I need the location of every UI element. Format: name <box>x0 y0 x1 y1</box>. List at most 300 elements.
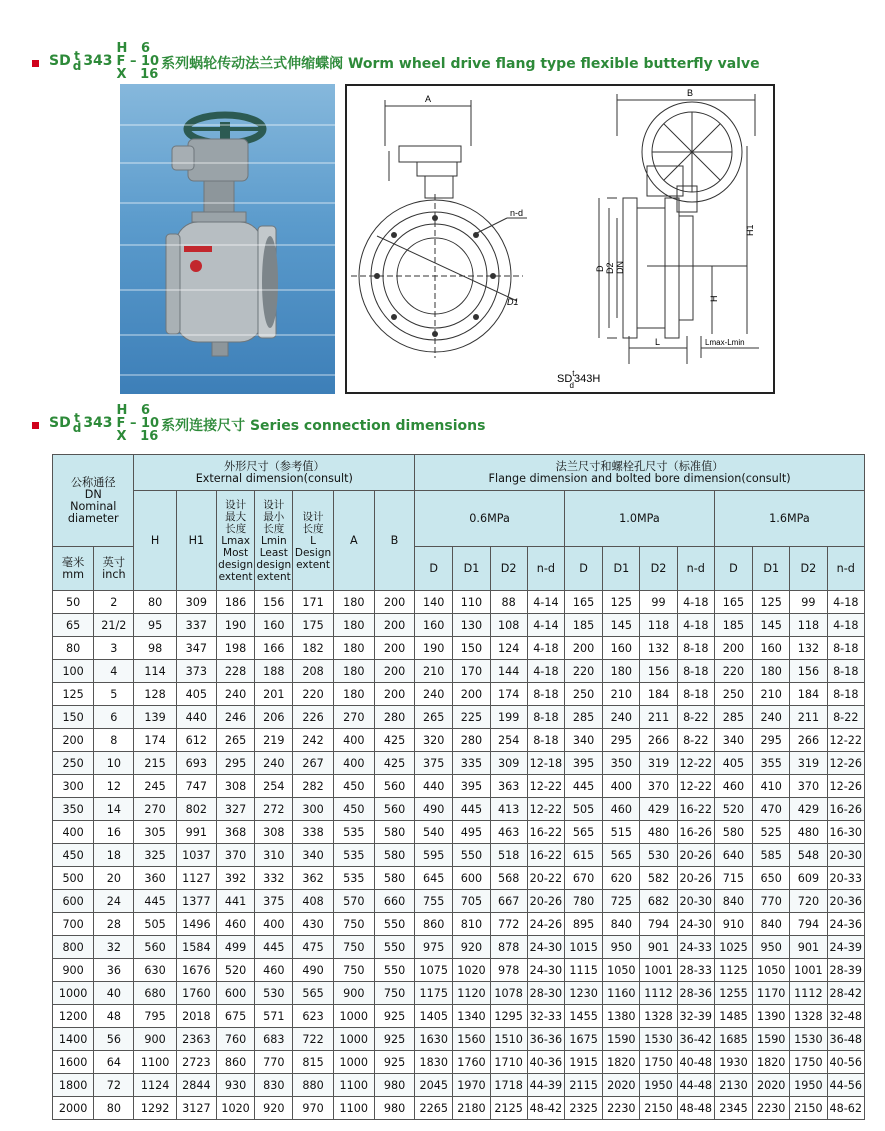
table-cell: 340 <box>293 844 333 867</box>
table-cell: 250 <box>714 683 752 706</box>
caption-sup: t <box>572 369 575 378</box>
table-cell: 925 <box>374 1051 414 1074</box>
table-cell: 612 <box>176 729 216 752</box>
table-cell: 1950 <box>790 1074 827 1097</box>
table-cell: 165 <box>714 591 752 614</box>
header-pressure-06: 0.6MPa <box>415 491 565 547</box>
table-cell: 225 <box>453 706 490 729</box>
table-cell: 308 <box>216 775 254 798</box>
table-cell: 160 <box>255 614 293 637</box>
lmin-cn1: 设计 <box>263 498 285 511</box>
table-cell: 8-18 <box>827 660 864 683</box>
table-cell: 1400 <box>53 1028 94 1051</box>
table-cell: 520 <box>216 959 254 982</box>
table-row <box>53 844 865 867</box>
model-number: 343 <box>83 53 113 69</box>
table-cell: 901 <box>790 936 827 959</box>
table-cell: 130 <box>453 614 490 637</box>
table-cell: 20-26 <box>527 890 564 913</box>
table-cell: 705 <box>453 890 490 913</box>
table-row <box>53 706 865 729</box>
table-row <box>53 614 865 637</box>
table-cell: 340 <box>565 729 603 752</box>
table-cell: 145 <box>603 614 640 637</box>
table-cell: 28-33 <box>677 959 714 982</box>
table-cell: 362 <box>293 867 333 890</box>
table-cell: 991 <box>176 821 216 844</box>
table-cell: 48-48 <box>677 1097 714 1120</box>
table-cell: 36-48 <box>827 1028 864 1051</box>
table-cell: 309 <box>176 591 216 614</box>
table-cell: 16-22 <box>527 844 564 867</box>
table-cell: 2045 <box>415 1074 453 1097</box>
caption-number: 343H <box>573 373 601 385</box>
table-cell: 550 <box>374 936 414 959</box>
label-nd: n-d <box>510 208 524 218</box>
table-cell: 725 <box>603 890 640 913</box>
table-cell: 400 <box>333 752 374 775</box>
table-cell: 970 <box>293 1097 333 1120</box>
table-cell: 125 <box>53 683 94 706</box>
table-cell: 1175 <box>415 982 453 1005</box>
table-cell: 108 <box>490 614 527 637</box>
lmax-en1: Lmax <box>221 534 250 547</box>
table-cell: 156 <box>640 660 677 683</box>
table-cell: 395 <box>565 752 603 775</box>
table-cell: 20-26 <box>677 867 714 890</box>
table-cell: 750 <box>374 982 414 1005</box>
table-cell: 430 <box>293 913 333 936</box>
header-diameter-en: diameter <box>67 511 119 525</box>
table-row <box>53 798 865 821</box>
table-cell: 1100 <box>333 1097 374 1120</box>
header-external-cn: 外形尺寸（参考值） <box>223 459 325 473</box>
table-cell: 2 <box>94 591 134 614</box>
table-cell: 305 <box>134 821 176 844</box>
lmin-cn2: 最小 <box>263 510 285 523</box>
table-cell: 20-30 <box>677 890 714 913</box>
table-cell: 12-22 <box>527 798 564 821</box>
table-cell: 150 <box>453 637 490 660</box>
table-cell: 1590 <box>603 1028 640 1051</box>
table-cell: 95 <box>134 614 176 637</box>
label-B: B <box>687 88 694 98</box>
table-cell: 530 <box>255 982 293 1005</box>
header-H: H <box>134 491 176 591</box>
table-cell: 144 <box>490 660 527 683</box>
table-cell: 693 <box>176 752 216 775</box>
table-cell: 445 <box>565 775 603 798</box>
table-cell: 8-18 <box>527 729 564 752</box>
table-cell: 480 <box>790 821 827 844</box>
inch-en: inch <box>102 567 126 581</box>
table-cell: 920 <box>255 1097 293 1120</box>
header-nd: n-d <box>677 547 714 591</box>
table-cell: 265 <box>216 729 254 752</box>
table-cell: 118 <box>640 614 677 637</box>
table-cell: 2125 <box>490 1097 527 1120</box>
table-cell: 337 <box>176 614 216 637</box>
table-cell: 4-18 <box>827 614 864 637</box>
label-D: D <box>595 265 605 272</box>
table-cell: 392 <box>216 867 254 890</box>
table-cell: 460 <box>216 913 254 936</box>
table-cell: 368 <box>216 821 254 844</box>
table-cell: 505 <box>134 913 176 936</box>
table-cell: 139 <box>134 706 176 729</box>
table-cell: 20-26 <box>677 844 714 867</box>
table-cell: 16 <box>94 821 134 844</box>
table-cell: 950 <box>753 936 790 959</box>
table-cell: 1530 <box>640 1028 677 1051</box>
table-cell: 1078 <box>490 982 527 1005</box>
table-cell: 20-22 <box>527 867 564 890</box>
table-cell: 220 <box>565 660 603 683</box>
table-cell: 4-18 <box>527 660 564 683</box>
table-cell: 184 <box>790 683 827 706</box>
table-cell: 1760 <box>176 982 216 1005</box>
header-D: D <box>565 547 603 591</box>
table-row <box>53 729 865 752</box>
table-cell: 98 <box>134 637 176 660</box>
table-cell: 200 <box>453 683 490 706</box>
table-cell: 250 <box>565 683 603 706</box>
table-row <box>53 637 865 660</box>
table-cell: 254 <box>255 775 293 798</box>
table-cell: 980 <box>374 1097 414 1120</box>
table-cell: 20 <box>94 867 134 890</box>
table-cell: 2265 <box>415 1097 453 1120</box>
table-cell: 1050 <box>753 959 790 982</box>
table-cell: 8-18 <box>677 637 714 660</box>
table-cell: 408 <box>293 890 333 913</box>
table-cell: 16-26 <box>677 821 714 844</box>
table-cell: 2000 <box>53 1097 94 1120</box>
table-cell: 180 <box>753 660 790 683</box>
table-cell: 32 <box>94 936 134 959</box>
header-nd: n-d <box>527 547 564 591</box>
table-cell: 145 <box>753 614 790 637</box>
mm-cn: 毫米 <box>61 555 85 569</box>
table-cell: 12-26 <box>827 775 864 798</box>
table-cell: 206 <box>255 706 293 729</box>
table-cell: 240 <box>603 706 640 729</box>
lmax-en2: Most <box>223 546 249 559</box>
table-cell: 44-56 <box>827 1074 864 1097</box>
table-cell: 186 <box>216 591 254 614</box>
table-cell: 2115 <box>565 1074 603 1097</box>
header-D1: D1 <box>603 547 640 591</box>
table-cell: 1405 <box>415 1005 453 1028</box>
table-row <box>53 660 865 683</box>
table-cell: 100 <box>53 660 94 683</box>
table-cell: 795 <box>134 1005 176 1028</box>
table-cell: 1230 <box>565 982 603 1005</box>
table-cell: 36-36 <box>527 1028 564 1051</box>
table-cell: 12-22 <box>677 775 714 798</box>
lmax-en3: design <box>218 558 253 571</box>
model-sup: t <box>74 411 80 425</box>
table-cell: 520 <box>714 798 752 821</box>
table-cell: 320 <box>415 729 453 752</box>
table-cell: 683 <box>255 1028 293 1051</box>
table-cell: 190 <box>216 614 254 637</box>
table-cell: 65 <box>53 614 94 637</box>
mm-en: mm <box>62 567 85 581</box>
table-cell: 840 <box>714 890 752 913</box>
table-cell: 310 <box>255 844 293 867</box>
table-cell: 185 <box>714 614 752 637</box>
table-cell: 755 <box>415 890 453 913</box>
table-cell: 1750 <box>790 1051 827 1074</box>
table-cell: 8-18 <box>827 637 864 660</box>
table-row <box>53 683 865 706</box>
table-cell: 180 <box>333 660 374 683</box>
table-cell: 571 <box>255 1005 293 1028</box>
table-cell: 2325 <box>565 1097 603 1120</box>
table-cell: 429 <box>640 798 677 821</box>
table-cell: 1485 <box>714 1005 752 1028</box>
table-cell: 10 <box>94 752 134 775</box>
table-cell: 609 <box>790 867 827 890</box>
table-cell: 370 <box>216 844 254 867</box>
table-cell: 1112 <box>640 982 677 1005</box>
table-row <box>53 1005 865 1028</box>
heading-title: 系列连接尺寸 Series connection dimensions <box>161 418 486 434</box>
table-cell: 21/2 <box>94 614 134 637</box>
table-cell: 715 <box>714 867 752 890</box>
table-cell: 2230 <box>603 1097 640 1120</box>
table-cell: 219 <box>255 729 293 752</box>
table-cell: 1455 <box>565 1005 603 1028</box>
table-cell: 266 <box>790 729 827 752</box>
lmin-en4: extent <box>256 570 291 583</box>
table-cell: 8-18 <box>527 706 564 729</box>
table-cell: 900 <box>53 959 94 982</box>
table-cell: 8-22 <box>677 729 714 752</box>
table-cell: 375 <box>255 890 293 913</box>
table-cell: 200 <box>565 637 603 660</box>
table-cell: 350 <box>603 752 640 775</box>
table-cell: 180 <box>333 683 374 706</box>
table-cell: 1584 <box>176 936 216 959</box>
table-cell: 125 <box>753 591 790 614</box>
header-D1: D1 <box>753 547 790 591</box>
table-cell: 680 <box>134 982 176 1005</box>
table-cell: 174 <box>134 729 176 752</box>
table-cell: 535 <box>333 867 374 890</box>
header-D1: D1 <box>453 547 490 591</box>
table-cell: 220 <box>714 660 752 683</box>
table-cell: 124 <box>490 637 527 660</box>
table-cell: 270 <box>333 706 374 729</box>
table-cell: 901 <box>640 936 677 959</box>
table-cell: 295 <box>216 752 254 775</box>
table-cell: 36-42 <box>677 1028 714 1051</box>
table-cell: 750 <box>333 913 374 936</box>
table-cell: 441 <box>216 890 254 913</box>
table-cell: 490 <box>293 959 333 982</box>
table-cell: 770 <box>255 1051 293 1074</box>
model-sub: d <box>72 59 82 73</box>
table-cell: 12-18 <box>527 752 564 775</box>
table-cell: 490 <box>415 798 453 821</box>
table-cell: 6 <box>94 706 134 729</box>
table-cell: 1000 <box>53 982 94 1005</box>
table-cell: 830 <box>255 1074 293 1097</box>
table-cell: 925 <box>374 1005 414 1028</box>
table-cell: 308 <box>255 821 293 844</box>
table-cell: 199 <box>490 706 527 729</box>
table-cell: 44-48 <box>677 1074 714 1097</box>
table-cell: 1600 <box>53 1051 94 1074</box>
model-number: 343 <box>83 415 113 431</box>
table-cell: 1120 <box>453 982 490 1005</box>
table-cell: 930 <box>216 1074 254 1097</box>
table-cell: 56 <box>94 1028 134 1051</box>
table-cell: 14 <box>94 798 134 821</box>
table-cell: 860 <box>415 913 453 936</box>
table-cell: 350 <box>53 798 94 821</box>
table-cell: 373 <box>176 660 216 683</box>
table-cell: 44-39 <box>527 1074 564 1097</box>
table-cell: 645 <box>415 867 453 890</box>
lmax-en4: extent <box>218 570 253 583</box>
table-cell: 266 <box>640 729 677 752</box>
table-cell: 1001 <box>640 959 677 982</box>
table-cell: 1075 <box>415 959 453 982</box>
table-cell: 250 <box>53 752 94 775</box>
table-cell: 1125 <box>714 959 752 982</box>
table-cell: 2723 <box>176 1051 216 1074</box>
table-cell: 28 <box>94 913 134 936</box>
table-cell: 18 <box>94 844 134 867</box>
table-cell: 4-18 <box>827 591 864 614</box>
table-cell: 211 <box>790 706 827 729</box>
table-cell: 132 <box>790 637 827 660</box>
table-cell: 525 <box>753 821 790 844</box>
table-cell: 36 <box>94 959 134 982</box>
table-cell: 128 <box>134 683 176 706</box>
table-cell: 2345 <box>714 1097 752 1120</box>
table-cell: 319 <box>790 752 827 775</box>
table-cell: 182 <box>293 637 333 660</box>
table-cell: 1590 <box>753 1028 790 1051</box>
table-cell: 810 <box>453 913 490 936</box>
table-cell: 32-48 <box>827 1005 864 1028</box>
table-cell: 1328 <box>790 1005 827 1028</box>
table-cell: 1200 <box>53 1005 94 1028</box>
table-cell: 560 <box>134 936 176 959</box>
table-cell: 370 <box>790 775 827 798</box>
model-sup-sub <box>73 51 82 71</box>
table-cell: 1112 <box>790 982 827 1005</box>
header-nominal-cn: 公称通径 <box>70 475 116 489</box>
header-D: D <box>714 547 752 591</box>
table-cell: 125 <box>603 591 640 614</box>
header-pressure-10: 1.0MPa <box>565 491 715 547</box>
model-code <box>49 42 159 81</box>
model-prefix: SD <box>49 53 71 69</box>
table-cell: 200 <box>374 614 414 637</box>
table-cell: 28-39 <box>827 959 864 982</box>
caption-sub: d <box>569 381 574 390</box>
label-A: A <box>425 94 432 104</box>
table-cell: 660 <box>374 890 414 913</box>
table-cell: 4-14 <box>527 591 564 614</box>
model-prefix: SD <box>49 415 71 431</box>
table-cell: 550 <box>374 959 414 982</box>
table-cell: 900 <box>134 1028 176 1051</box>
table-cell: 80 <box>53 637 94 660</box>
table-cell: 175 <box>293 614 333 637</box>
table-cell: 495 <box>453 821 490 844</box>
table-cell: 1685 <box>714 1028 752 1051</box>
table-cell: 1037 <box>176 844 216 867</box>
table-cell: 200 <box>714 637 752 660</box>
dimensions-table <box>52 454 865 1120</box>
table-cell: 505 <box>565 798 603 821</box>
table-cell: 480 <box>640 821 677 844</box>
model-variants <box>117 42 160 81</box>
caption-prefix: SD <box>557 373 573 385</box>
header-external-en: External dimension(consult) <box>195 471 353 485</box>
table-cell: 215 <box>134 752 176 775</box>
table-cell: 40-36 <box>527 1051 564 1074</box>
header-flange-dimension <box>415 455 865 491</box>
lmax-cn1: 设计 <box>225 498 247 511</box>
table-cell: 72 <box>94 1074 134 1097</box>
table-cell: 750 <box>333 959 374 982</box>
dimension-drawing-svg <box>347 86 773 392</box>
table-cell: 210 <box>603 683 640 706</box>
table-cell: 802 <box>176 798 216 821</box>
table-cell: 1510 <box>490 1028 527 1051</box>
label-DN: DN <box>615 261 625 274</box>
header-mm <box>53 547 94 591</box>
table-row <box>53 775 865 798</box>
table-cell: 174 <box>490 683 527 706</box>
section-heading-valve <box>32 38 760 84</box>
label-D2: D2 <box>605 262 615 274</box>
table-cell: 200 <box>374 683 414 706</box>
l-en2: Design <box>294 546 332 559</box>
table-cell: 3127 <box>176 1097 216 1120</box>
table-cell: 184 <box>640 683 677 706</box>
table-row <box>53 959 865 982</box>
table-cell: 470 <box>753 798 790 821</box>
table-cell: 180 <box>333 637 374 660</box>
table-cell: 1710 <box>490 1051 527 1074</box>
table-cell: 2130 <box>714 1074 752 1097</box>
model-variants <box>117 404 160 443</box>
table-cell: 16-26 <box>827 798 864 821</box>
table-cell: 201 <box>255 683 293 706</box>
table-cell: 550 <box>374 913 414 936</box>
table-row <box>53 982 865 1005</box>
table-cell: 1124 <box>134 1074 176 1097</box>
table-cell: 8-18 <box>827 683 864 706</box>
table-cell: 1100 <box>333 1074 374 1097</box>
table-cell: 24 <box>94 890 134 913</box>
table-cell: 88 <box>490 591 527 614</box>
table-cell: 180 <box>333 591 374 614</box>
table-cell: 623 <box>293 1005 333 1028</box>
table-cell: 210 <box>753 683 790 706</box>
table-cell: 1001 <box>790 959 827 982</box>
table-cell: 280 <box>453 729 490 752</box>
table-cell: 285 <box>714 706 752 729</box>
